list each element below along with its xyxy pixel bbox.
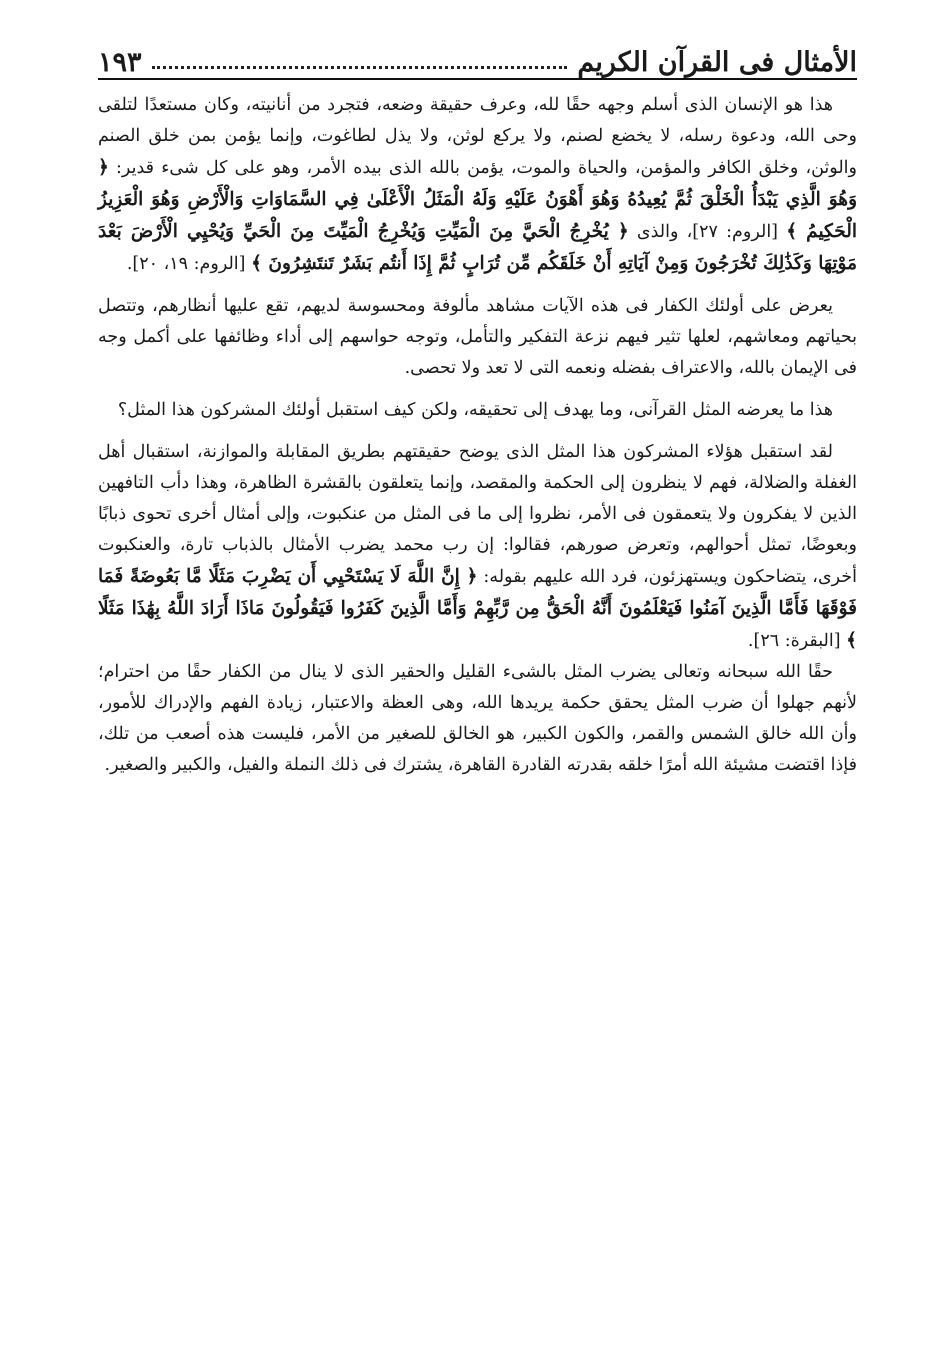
paragraph-4 xyxy=(98,437,857,657)
quran-verse-baqara-26: ﴿ إِنَّ اللَّهَ لَا يَسْتَحْيِي أَن يَضْرِبَ مَثَلًا مَّا بَعُوضَةً فَمَا فَوْقَهَا فَأَمَّا الَّذِينَ آمَنُوا فَيَعْلَمُونَ أَنَّهُ الْحَقُّ مِن رَّبِّهِمْ وَأَمَّا الَّذِينَ كَفَرُوا فَيَقُولُونَ مَاذَا أَرَادَ اللَّهُ بِهَٰذَا مَثَلًا ﴾ xyxy=(98,566,857,651)
running-header xyxy=(98,28,857,80)
paragraph-2: يعرض على أولئك الكفار فى هذه الآيات مشاهد مألوفة ومحسوسة لديهم، تقع عليها أنظارهم، وتتصل بحياتهم ومعاشهم، لعلها تثير فيهم نزعة التفكير والتأمل، وتوجه حواسهم إلى أداء وظائفها على أكمل وجه فى الإيمان بالله، والاعتراف بفضله ونعمه التى لا تعد ولا تحصى. xyxy=(98,296,857,378)
paragraph-3: هذا ما يعرضه المثل القرآنى، وما يهدف إلى تحقيقه، ولكن كيف استقبل أولئك المشركون هذا المثل؟ xyxy=(117,400,833,420)
quran-verse-rum-27: ﴿ وَهُوَ الَّذِي يَبْدَأُ الْخَلْقَ ثُمَّ يُعِيدُهُ وَهُوَ أَهْوَنُ عَلَيْهِ وَلَهُ الْمَثَلُ الْأَعْلَىٰ فِي السَّمَاوَاتِ وَالْأَرْضِ وَهُوَ الْعَزِيزُ الْحَكِيمُ ﴾ xyxy=(98,157,857,242)
paragraph-4-text: لقد استقبل هؤلاء المشركون هذا المثل الذى يوضح حقيقتهم بطريق المقابلة والموازنة، استقبال أهل الغفلة والضلالة، فهم لا ينظرون إلى الحكمة والمقصد، وإنما يتعلقون بالقشرة الظاهرة، وهذا دأب التافهين الذين لا يفكرون ولا يتعمقون فى الأمر، نظروا إلى ما فى المثل من عنكبوت، وإلى أمثال أخرى تحوى ذبابًا وبعوضًا، تمثل أحوالهم، وتعرض صورهم، فقالوا: إن رب محمد يضرب الأمثال بالذباب تارة، والعنكبوت أخرى، يتضاحكون ويستهزئون، فرد الله عليهم بقوله: xyxy=(98,442,857,587)
quran-verse-rum-19-20: ﴿ يُخْرِجُ الْحَيَّ مِنَ الْمَيِّتِ وَيُخْرِجُ الْمَيِّتَ مِنَ الْحَيِّ وَيُحْيِي الْأَرْضَ بَعْدَ مَوْتِهَا وَكَذَٰلِكَ تُخْرَجُونَ وَمِنْ آيَاتِهِ أَنْ خَلَقَكُم مِّن تُرَابٍ ثُمَّ إِذَا أَنتُم بَشَرٌ تَنتَشِرُونَ ﴾ xyxy=(98,221,857,274)
verse-reference-rum-19-20: [الروم: ١٩، ٢٠]. xyxy=(126,254,246,274)
verse-reference-rum-27: [الروم: ٢٧]، والذى xyxy=(636,222,779,242)
paragraph-5: حقًا الله سبحانه وتعالى يضرب المثل بالشىء القليل والحقير الذى لا ينال من الكفار حقًا من احترام؛ لأنهم جهلوا أن ضرب المثل يحقق حكمة يريدها الله، وهى العظة والاعتبار، زيادة الفهم والإدراك للأمور، وأن الله خالق الشمس والقمر، والكون الكبير، هو الخالق للصغير من الأمر، فليست هذه أصعب من تلك، فإذا اقتضت مشيئة الله أمرًا خلقه بقدرته القادرة القاهرة، يشترك فى ذلك النملة والفيل، والكبير والصغير. xyxy=(98,662,857,775)
paragraph-1 xyxy=(98,90,857,280)
page-number: ١٩٣ xyxy=(98,47,142,78)
header-dot-leader xyxy=(152,66,568,69)
book-title: الأمثال فى القرآن الكريم xyxy=(577,47,857,78)
verse-reference-baqara-26: [البقرة: ٢٦]. xyxy=(747,631,841,651)
paragraph-1-text: هذا هو الإنسان الذى أسلم وجهه حقًا لله، وعرف حقيقة وضعه، فتجرد من أنانيته، وكان مستعدًا لتلقى وحى الله، ودعوة رسله، لا يخضع لصنم، ولا يركع لوثن، ولا يذل لطاغوت، وإنما يؤمن بمن خلق الصنم والوثن، وخلق الكافر والمؤمن، والحياة والموت، يؤمن بالله الذى بيده الأمر، وهو على كل شىء قدير: xyxy=(98,95,857,178)
